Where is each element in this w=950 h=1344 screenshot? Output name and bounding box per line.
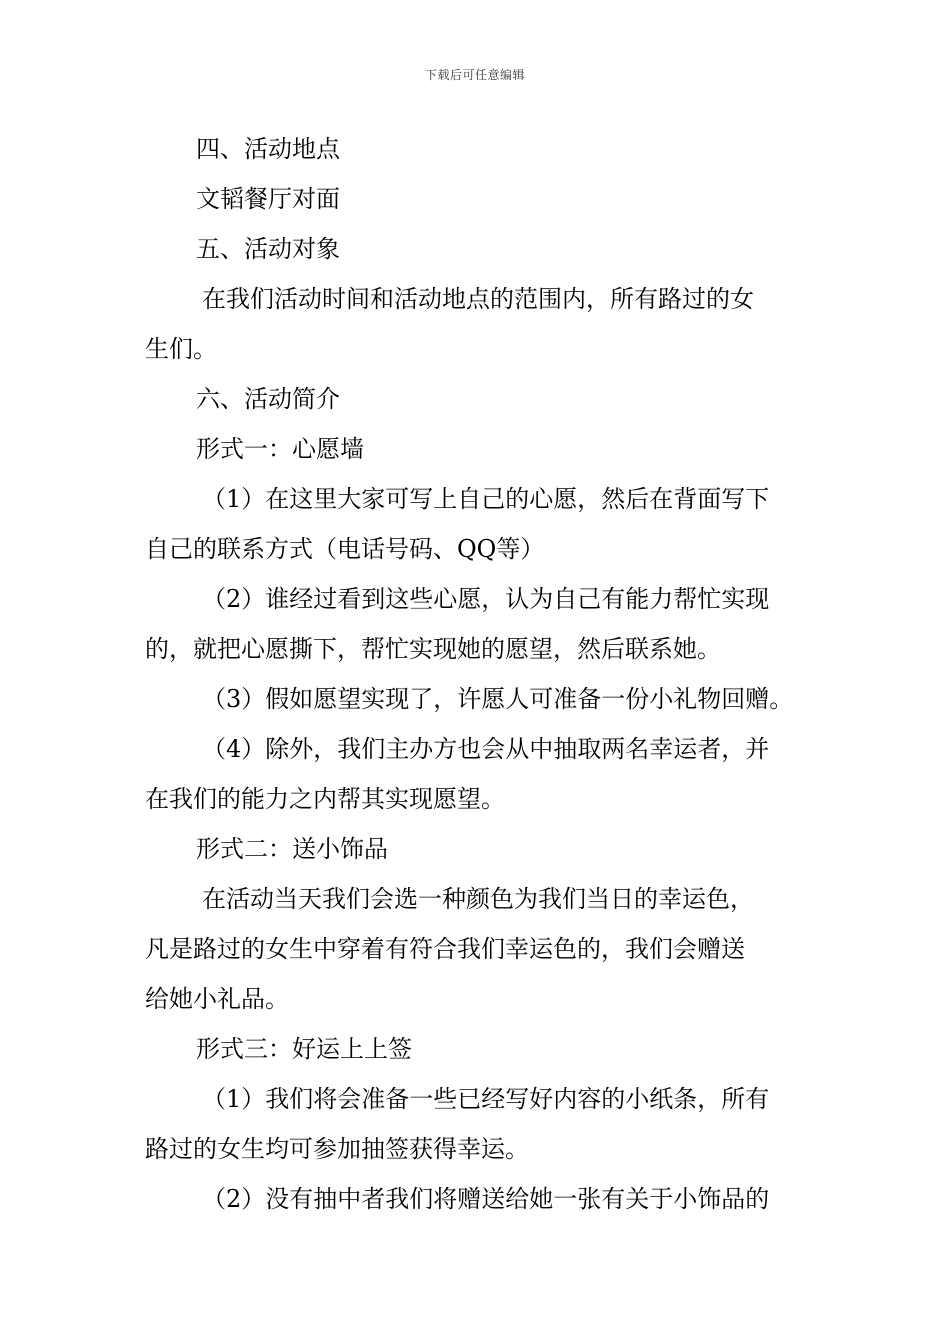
paragraph-location: 文韬餐厅对面	[196, 185, 340, 213]
form-three-item-1-line-2: 路过的女生均可参加抽签获得幸运。	[145, 1135, 529, 1163]
form-two-paragraph-line-1: 在活动当天我们会选一种颜色为我们当日的幸运色，	[202, 885, 754, 913]
form-three-item-2-line-1: （2）没有抽中者我们将赠送给她一张有关于小饰品的	[202, 1185, 770, 1213]
form-three-heading: 形式三：好运上上签	[196, 1035, 412, 1063]
form-one-item-2-line-1: （2）谁经过看到这些心愿，认为自己有能力帮忙实现	[202, 585, 770, 613]
paragraph-audience-line-1: 在我们活动时间和活动地点的范围内，所有路过的女	[202, 285, 754, 313]
section-heading-intro: 六、活动简介	[196, 385, 340, 413]
form-one-item-4-line-1: （4）除外，我们主办方也会从中抽取两名幸运者，并	[202, 735, 770, 763]
form-two-heading: 形式二：送小饰品	[196, 835, 388, 863]
section-heading-location: 四、活动地点	[196, 135, 340, 163]
form-two-paragraph-line-3: 给她小礼品。	[145, 985, 289, 1013]
paragraph-audience-line-2: 生们。	[145, 335, 217, 363]
form-one-heading: 形式一：心愿墙	[196, 435, 364, 463]
page-header-note: 下载后可任意编辑	[424, 68, 525, 82]
form-one-item-3: （3）假如愿望实现了，许愿人可准备一份小礼物回赠。	[202, 685, 794, 713]
form-one-item-4-line-2: 在我们的能力之内帮其实现愿望。	[145, 785, 505, 813]
section-heading-audience: 五、活动对象	[196, 235, 340, 263]
form-one-item-1-line-1: （1）在这里大家可写上自己的心愿，然后在背面写下	[202, 485, 770, 513]
document-body	[145, 124, 807, 1224]
form-three-item-1-line-1: （1）我们将会准备一些已经写好内容的小纸条，所有	[202, 1085, 770, 1113]
form-one-item-2-line-2: 的，就把心愿撕下，帮忙实现她的愿望，然后联系她。	[145, 635, 721, 663]
form-two-paragraph-line-2: 凡是路过的女生中穿着有符合我们幸运色的，我们会赠送	[145, 935, 745, 963]
form-one-item-1-line-2: 自己的联系方式（电话号码、QQ等）	[145, 535, 545, 563]
